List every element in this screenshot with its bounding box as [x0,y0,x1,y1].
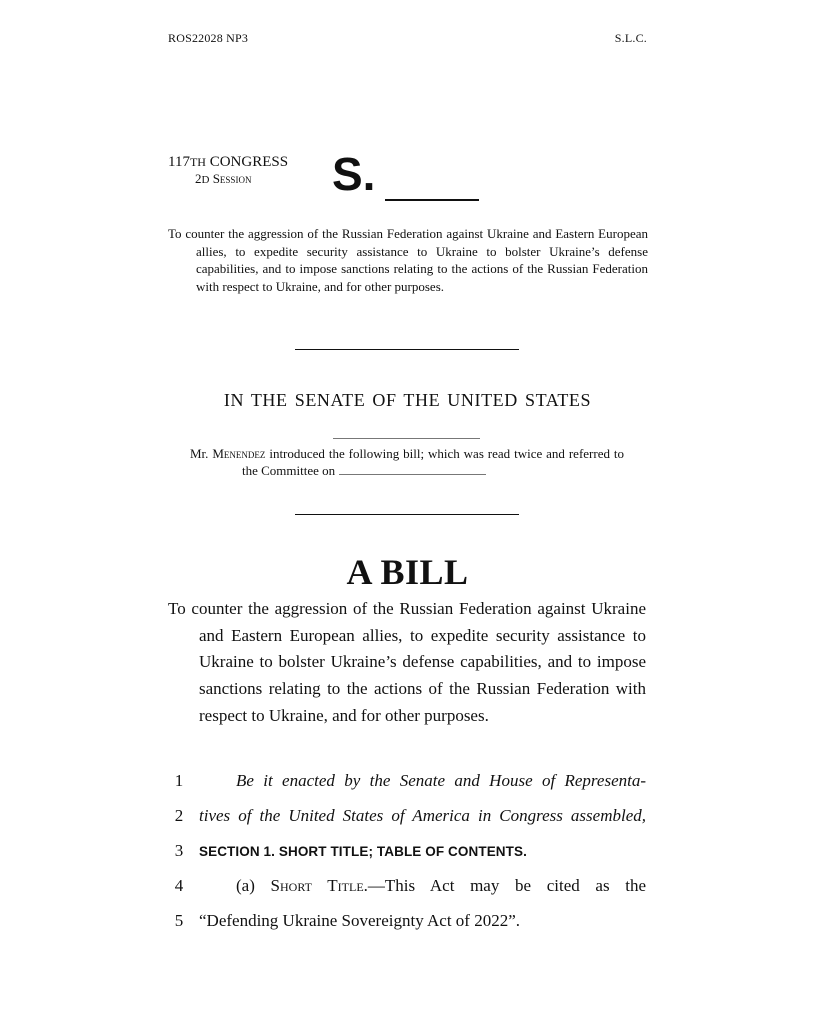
introduction-text: introduced the following bill; which was read twice and referred to the Committee on [242,446,624,478]
bill-designation: S. [332,148,376,200]
bill-heading: A BILL [346,552,469,592]
session-word: Session [212,171,252,186]
purpose-caption: To counter the aggression of the Russian Federation against Ukraine and Eastern European allies, to expedite security assistance to Ukraine to bolster Ukraine’s defense capabilities, and to impose sanctions relating to the actions of the Russian Federation with respect to Ukraine, and for other purposes. [168,226,648,294]
sponsor-title: Mr. [190,446,209,461]
enacting-clause-line-2: tives of the United States of America in Congress assembled, [199,806,646,825]
short-title-line [236,876,646,896]
short-divider [333,438,480,439]
enacting-clause-line-1: Be it enacted by the Senate and House of Representa- [236,771,646,790]
session-number: 2 [195,171,202,186]
line-number: 5 [174,911,184,930]
subsection-label: (a) [236,876,255,895]
divider-rule [295,349,519,350]
congress-number: 117 [168,154,190,170]
chamber-heading: IN THE SENATE OF THE UNITED STATES [223,390,592,410]
office-code: S.L.C. [614,31,647,45]
divider-rule [295,514,519,515]
sponsor-name: Menendez [212,446,266,461]
line-number: 2 [174,806,184,825]
line-number: 3 [174,841,184,860]
line-number: 1 [174,771,184,790]
purpose-full: To counter the aggression of the Russian Federation against Ukraine and Eastern European allies, to expedite security assistance to Ukraine to bolster Ukraine’s defense capabilities, and to impose sanctions relating to the actions of the Russian Federation with respect to Ukraine, and for other purposes. [168,599,646,725]
committee-blank [339,474,486,475]
act-short-title: “Defending Ukraine Sovereignty Act of 2022”. [199,911,521,930]
session-label [195,171,251,188]
section-heading: SECTION 1. SHORT TITLE; TABLE OF CONTENTS. [199,844,527,859]
session-suffix: D [201,174,210,186]
document-code: ROS22028 NP3 [168,31,249,45]
congress-word: CONGRESS [209,154,289,170]
short-title-text: .—This Act may be cited as the [363,876,646,895]
introduction-statement [190,445,624,479]
congress-label [168,154,288,171]
subsection-heading: Short Title [270,876,364,895]
line-number: 4 [174,876,184,895]
bill-number-blank [385,199,479,201]
congress-ordinal-suffix: TH [189,155,206,169]
